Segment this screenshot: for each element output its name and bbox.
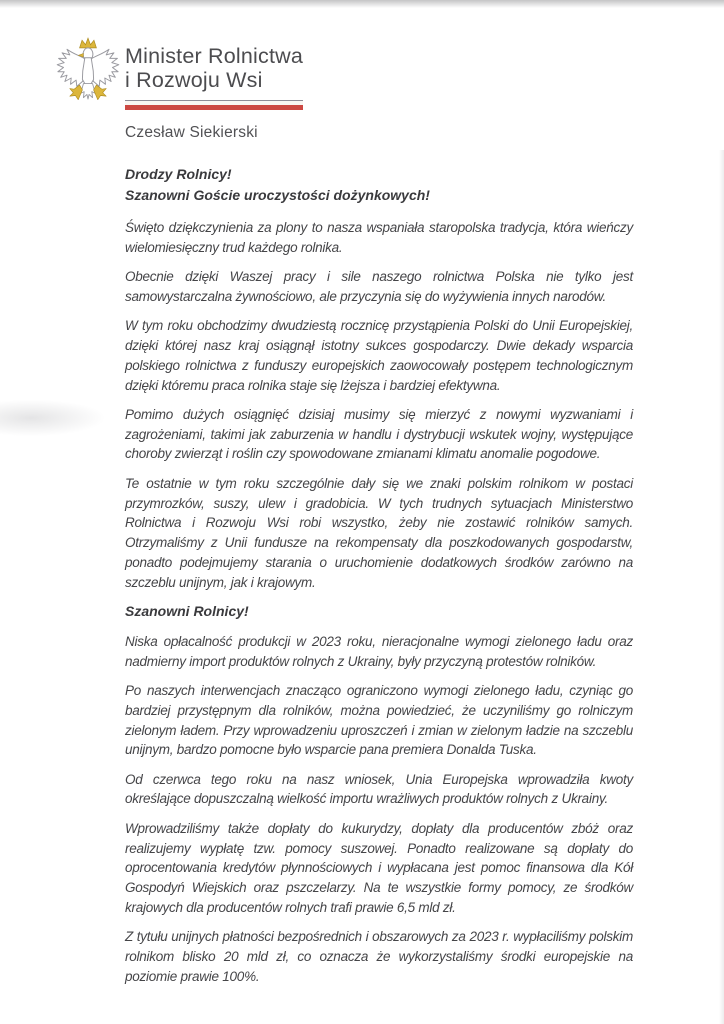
scan-top-edge-artifact (0, 0, 724, 8)
scan-right-edge-artifact (719, 150, 724, 1024)
paragraph-5: Te ostatnie w tym roku szczególnie dały się we znaki polskim rolnikom w postaci przymrozków, suszy, ulew i gradobicia. W tych trudnych sytuacjach Ministerstwo Rolnictwa i Rozwoju Wsi robi wszystko, żeby nie zostawić rolników samych. Otrzymaliśmy z Unii fundusze na rekompensaty dla poszkodowanych gospodarstw, ponadto podejmujemy starania o uruchomienie dodatkowych środków zarówno na szczeblu unijnym, jak i krajowym. (125, 475, 633, 590)
ministry-title-line2: i Rozwoju Wsi (125, 67, 263, 92)
paragraph-4: Pomimo dużych osiągnięć dzisiaj musimy się mierzyć z nowymi wyzwaniami i zagrożeniami, takimi jak zaburzenia w handlu i dystrybucji wskutek wojny, występujące choroby zwierząt i roślin czy spowodowane zmianami klimatu anomalie pogodowe. (125, 406, 633, 462)
polish-eagle-emblem-icon (53, 36, 123, 120)
letter-subheading: Szanowni Rolnicy! (125, 603, 249, 620)
signer-name: Czesław Siekierski (125, 124, 258, 141)
flag-red-stripe (125, 105, 303, 110)
salutation-line1: Drodzy Rolnicy! (125, 166, 232, 182)
paragraph-1: Święto dziękczynienia za plony to nasza wspaniała staropolska tradycja, która wieńczy wielomiesięczny trud każdego rolnika. (125, 220, 633, 255)
paragraph-8: Od czerwca tego roku na nasz wniosek, Unia Europejska wprowadziła kwoty określające dopuszczalną wielkość importu wrażliwych produktów rolnych z Ukrainy. (125, 771, 633, 807)
paragraph-6: Niska opłacalność produkcji w 2023 roku, nieracjonalne wymogi zielonego ładu oraz nadmierny import produktów rolnych z Ukrainy, były przyczyną protestów rolników. (125, 633, 633, 669)
paragraph-9: Wprowadziliśmy także dopłaty do kukurydzy, dopłaty dla producentów zbóż oraz realizujemy wypłatę tzw. pomocy suszowej. Ponadto realizowane są dopłaty do oprocentowania kredytów płynnościowych i wypłacana jest pomoc finansowa dla Kół Gospodyń Wiejskich oraz pszczelarzy. Na te wszystkie formy pomocy, ze środków krajowych dla producentów rolnych trafi prawie 6,5 mld zł. (125, 820, 633, 915)
ministry-title (125, 45, 303, 92)
paragraph-2: Obecnie dzięki Waszej pracy i sile naszego rolnictwa Polska nie tylko jest samowystarczalna żywnościowo, ale przyczynia się do wyżywienia innych narodów. (125, 269, 633, 304)
ministry-title-line1: Minister Rolnictwa (125, 44, 304, 68)
paragraph-10: Z tytułu unijnych płatności bezpośrednich i obszarowych za 2023 r. wypłaciliśmy polskim rolnikom blisko 20 mld zł, co oznacza że wykorzystaliśmy środki europejskie na poziomie prawie 100%. (125, 929, 633, 984)
letter-body (125, 164, 633, 996)
paragraph-7: Po naszych interwencjach znacząco ograniczono wymogi zielonego ładu, czyniąc go bardziej przystępnym dla rolników, można powiedzieć, że uczyniliśmy go rolniczym zielonym ładem. Przy wprowadzeniu uproszczeń i zmian w zielonym ładzie na szczeblu unijnym, bardzo pomocne było wsparcie pana premiera Donalda Tuska. (125, 682, 633, 758)
flag-divider (125, 100, 303, 110)
salutation-line2: Szanowni Goście uroczystości dożynkowych! (125, 186, 430, 203)
salutation (125, 164, 633, 205)
paragraph-3: W tym roku obchodzimy dwudziestą rocznicę przystąpienia Polski do Unii Europejskiej, dzięki której nasz kraj osiągnął istotny sukces gospodarczy. Dwie dekady wsparcia polskiego rolnictwa z funduszy europejskich zaowocowały postępem technologicznym dzięki któremu praca rolnika staje się lżejsza i bardziej efektywna. (125, 318, 633, 393)
scan-smudge-artifact (0, 400, 104, 436)
